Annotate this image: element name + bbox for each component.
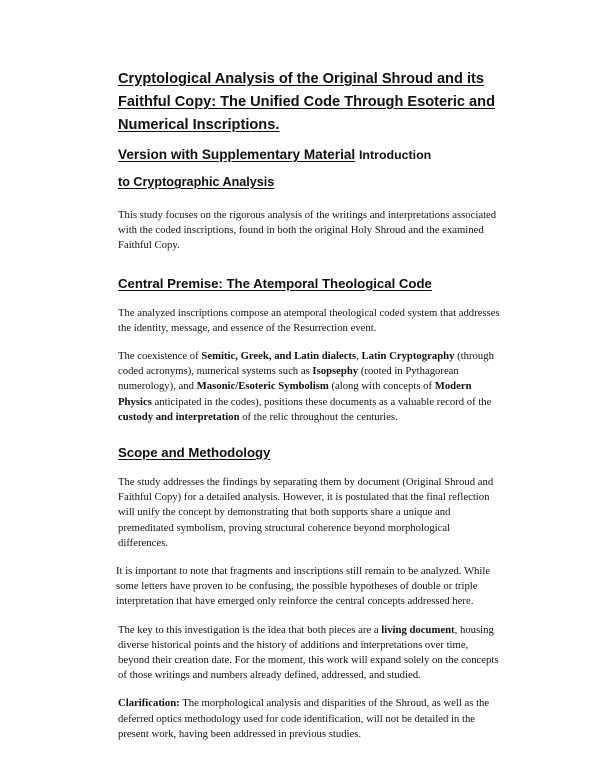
title-line-2: Faithful Copy: The Unified Code Through Esoteric and: [118, 94, 496, 110]
intro-paragraph: This study focuses on the rigorous analysis of the writings and interpretations associated with the coded inscriptions, found in both the original Holy Shroud and the examined Faithful Copy.: [118, 209, 497, 252]
text-run: The morphological analysis and disparities of the Shroud, as well as the deferred optics methodology used for code identification, will not be detailed in the present work, having been addressed in previous studies.: [118, 697, 490, 740]
central-premise-heading: Central Premise: The Atemporal Theological Code: [118, 275, 432, 291]
text-run: (along with concepts of: [328, 380, 435, 393]
text-run: of the relic throughout the centuries.: [239, 410, 398, 423]
clarification-paragraph: [118, 696, 500, 742]
central-premise-paragraph-1: The analyzed inscriptions compose an atemporal theological coded system that addresses the identity, message, and essence of the Resurrection event.: [118, 306, 500, 334]
text-run: , housing diverse historical points and the history of additions and interpretations over time, beyond their creation date. For the moment, this work will expand solely on the concepts of those writings and numbers already defined, addressed, and studied.: [118, 623, 499, 682]
bold-run: Masonic/Esoteric Symbolism: [196, 380, 329, 393]
bold-run: Isopsephy: [312, 365, 359, 378]
title-period: .: [275, 117, 280, 133]
title-line-1: Cryptological Analysis of the Original Shroud and its: [118, 71, 484, 87]
text-run: ,: [356, 350, 362, 363]
paper-title: [118, 68, 500, 137]
text-run: The coexistence of: [118, 350, 202, 363]
scope-paragraph-1: The study addresses the findings by separating them by document (Original Shroud and Faithful Copy) for a detailed analysis. However, it is postulated that the final reflection will unify the concept by demonstrating that both supports share a unique and premeditated symbolism, proving structural coherence beyond morphological differences.: [118, 476, 494, 549]
subtitle-main: Version with Supplementary Material: [118, 147, 356, 162]
subtitle-line-2: to Cryptographic Analysis: [118, 175, 275, 189]
bold-run: Modern Physics: [118, 380, 472, 408]
scope-paragraph-2: It is important to note that fragments and inscriptions still remain to be analyzed. While some letters have proven to be confusing, the possible hypotheses of double or triple interpretation that have emerged only reinforce the central concepts addressed here.: [116, 565, 491, 608]
bold-run: living document: [381, 623, 455, 636]
clarification-label: Clarification:: [118, 697, 180, 710]
text-run: (through coded acronyms), numerical systems such as: [118, 350, 494, 378]
subtitle: [118, 145, 500, 165]
title-line-3: Numerical Inscriptions: [118, 117, 276, 133]
bold-run: Semitic, Greek, and Latin dialects: [201, 350, 357, 363]
text-run: The key to this investigation is the idea that both pieces are a: [118, 623, 382, 636]
bold-run: custody and interpretation: [118, 410, 240, 423]
central-premise-paragraph-2: [118, 349, 500, 425]
bold-run: Latin Cryptography: [361, 350, 455, 363]
scope-heading: Scope and Methodology: [118, 445, 271, 461]
text-run: (rooted in Pythagorean numerology), and: [118, 365, 459, 393]
scope-paragraph-3: [118, 623, 500, 684]
text-run: anticipated in the codes), positions these documents as a valuable record of the: [151, 395, 492, 408]
subtitle-introduction: Introduction: [358, 148, 432, 162]
